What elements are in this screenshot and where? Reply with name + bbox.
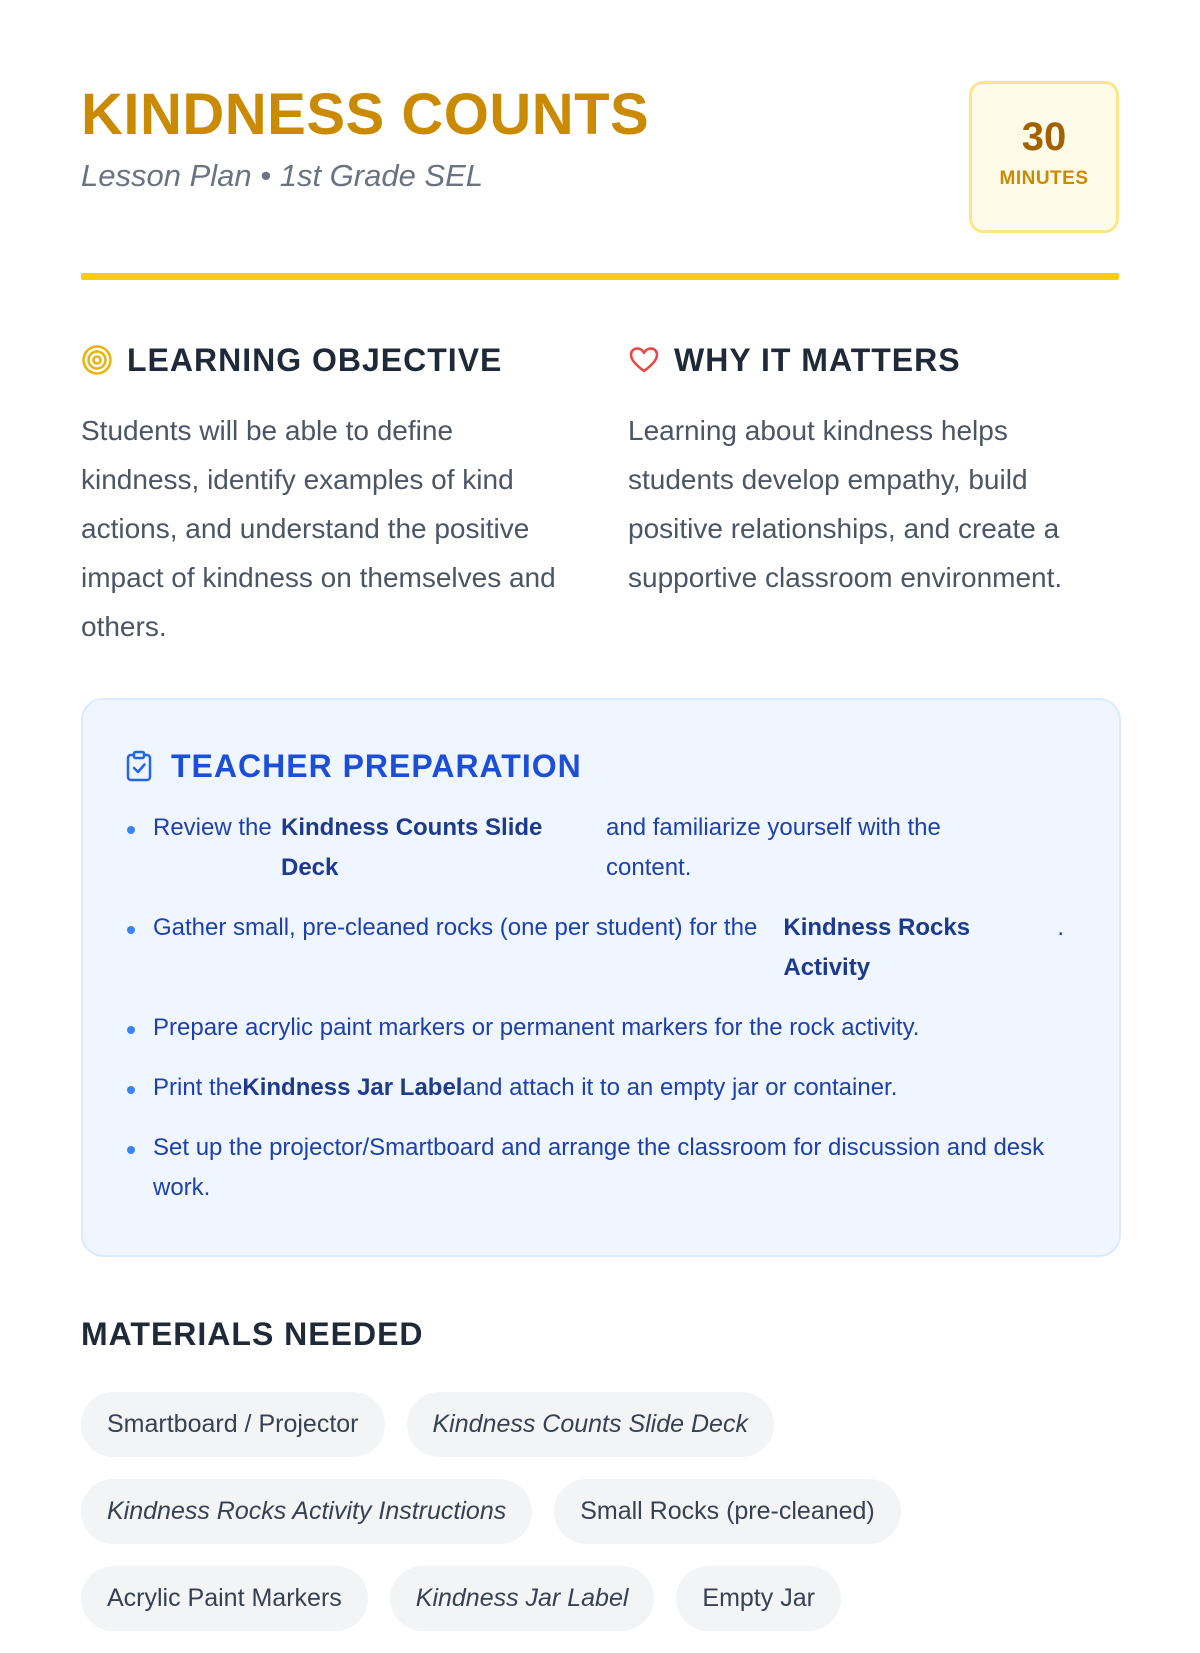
material-chip: Kindness Counts Slide Deck — [407, 1392, 774, 1457]
learning-objective-section — [81, 338, 571, 651]
duration-unit: MINUTES — [999, 168, 1089, 189]
page-subtitle: Lesson Plan • 1st Grade SEL — [81, 158, 484, 193]
duration-badge — [969, 81, 1119, 233]
teacher-preparation-heading — [125, 744, 1077, 788]
prep-item-5-text: Set up the projector/Smartboard and arrange the classroom for discussion and desk work. — [153, 1134, 1045, 1201]
learning-objective-heading — [81, 338, 571, 382]
teacher-preparation-list — [125, 808, 1077, 1208]
prep-item-1 — [125, 808, 1077, 888]
target-icon — [81, 344, 113, 376]
prep-item-4-resource: Kindness Jar Label — [242, 1074, 463, 1101]
learning-objective-title: LEARNING OBJECTIVE — [127, 341, 503, 378]
header-divider — [81, 273, 1119, 280]
prep-item-3-text: Prepare acrylic paint markers or permanent markers for the rock activity. — [153, 1014, 920, 1041]
material-chip: Smartboard / Projector — [81, 1392, 385, 1457]
teacher-preparation-title: TEACHER PREPARATION — [171, 747, 582, 784]
prep-item-2-resource: Kindness Rocks Activity — [783, 914, 971, 981]
why-it-matters-section — [628, 338, 1120, 602]
prep-item-5 — [125, 1128, 1077, 1208]
learning-objective-text: Students will be able to define kindness, identify examples of kind actions, and understand the positive impact of kindness on themselves and others. — [81, 415, 556, 642]
prep-item-2 — [125, 908, 1077, 988]
page-title: KINDNESS COUNTS — [81, 82, 650, 147]
prep-item-3 — [125, 1008, 1077, 1048]
prep-item-1-text-after: and familiarize yourself with the content. — [606, 814, 941, 881]
why-it-matters-text: Learning about kindness helps students develop empathy, build positive relationships, and create a supportive classroom environment. — [628, 415, 1063, 593]
heart-icon — [628, 344, 660, 376]
prep-item-2-text-after: . — [1057, 914, 1065, 941]
materials-section — [81, 1312, 1121, 1653]
prep-item-4-text: Print the — [153, 1074, 243, 1101]
prep-item-1-text: Review the — [153, 814, 272, 841]
prep-item-2-text: Gather small, pre-cleaned rocks (one per student) for the — [153, 914, 758, 941]
prep-item-1-resource: Kindness Counts Slide Deck — [281, 814, 543, 881]
material-chip: Acrylic Paint Markers — [81, 1566, 368, 1631]
material-chip: Empty Jar — [676, 1566, 841, 1631]
prep-item-4-text-after: and attach it to an empty jar or container. — [462, 1074, 898, 1101]
overview-columns — [81, 282, 1119, 698]
material-chip: Kindness Jar Label — [390, 1566, 655, 1631]
materials-heading: MATERIALS NEEDED — [81, 1316, 424, 1352]
material-chip: Small Rocks (pre-cleaned) — [554, 1479, 901, 1544]
duration-value: 30 — [1021, 115, 1067, 159]
why-it-matters-heading — [628, 338, 1120, 382]
material-chip: Kindness Rocks Activity Instructions — [81, 1479, 532, 1544]
clipboard-check-icon — [125, 750, 153, 782]
materials-list — [81, 1392, 1121, 1653]
why-it-matters-title: WHY IT MATTERS — [674, 341, 961, 378]
prep-item-4 — [125, 1068, 1077, 1108]
teacher-preparation-card — [81, 698, 1121, 1257]
header — [81, 0, 1119, 282]
